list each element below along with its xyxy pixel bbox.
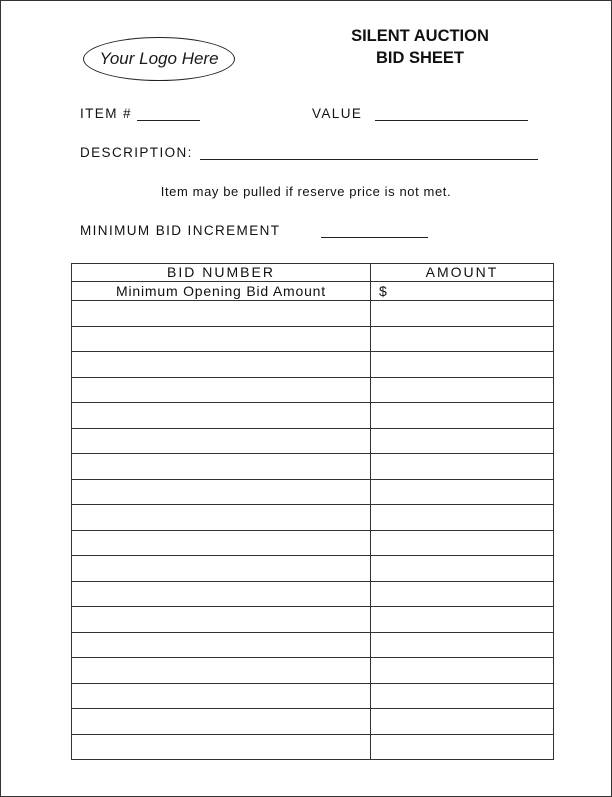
bid-row bbox=[72, 556, 554, 582]
bid-row bbox=[72, 734, 554, 760]
reserve-notice: Item may be pulled if reserve price is not met. bbox=[160, 184, 452, 199]
logo-placeholder bbox=[83, 37, 235, 81]
bid-amount-cell[interactable] bbox=[371, 326, 554, 352]
bid-row bbox=[72, 301, 554, 327]
bid-amount-cell[interactable] bbox=[371, 301, 554, 327]
bid-number-cell[interactable] bbox=[72, 556, 371, 582]
bid-number-cell[interactable] bbox=[72, 683, 371, 709]
bid-number-cell[interactable] bbox=[72, 301, 371, 327]
bid-row bbox=[72, 403, 554, 429]
bid-table-header bbox=[72, 264, 554, 282]
title-line-1: SILENT AUCTION bbox=[351, 27, 489, 45]
bid-number-cell[interactable] bbox=[72, 658, 371, 684]
opening-bid-row bbox=[72, 282, 554, 301]
bid-amount-cell[interactable] bbox=[371, 428, 554, 454]
bid-amount-cell[interactable] bbox=[371, 352, 554, 378]
description-blank[interactable] bbox=[200, 159, 538, 160]
bid-number-cell[interactable] bbox=[72, 403, 371, 429]
bid-amount-cell[interactable] bbox=[371, 734, 554, 760]
bid-amount-cell[interactable] bbox=[371, 709, 554, 735]
bid-amount-cell[interactable] bbox=[371, 479, 554, 505]
bid-row bbox=[72, 658, 554, 684]
logo-text: Your Logo Here bbox=[99, 49, 219, 68]
bid-amount-cell[interactable] bbox=[371, 658, 554, 684]
bid-row bbox=[72, 709, 554, 735]
bid-row bbox=[72, 377, 554, 403]
bid-row bbox=[72, 581, 554, 607]
bid-row bbox=[72, 326, 554, 352]
bid-number-cell[interactable] bbox=[72, 505, 371, 531]
bid-number-cell[interactable] bbox=[72, 581, 371, 607]
bid-amount-cell[interactable] bbox=[371, 530, 554, 556]
bid-number-cell[interactable] bbox=[72, 709, 371, 735]
bid-number-cell[interactable] bbox=[72, 607, 371, 633]
bid-number-cell[interactable] bbox=[72, 428, 371, 454]
bid-amount-cell[interactable] bbox=[371, 632, 554, 658]
bid-number-cell[interactable] bbox=[72, 734, 371, 760]
bid-amount-cell[interactable] bbox=[371, 454, 554, 480]
bid-number-header: BID NUMBER bbox=[72, 264, 371, 282]
bid-row bbox=[72, 530, 554, 556]
title-line-2: BID SHEET bbox=[375, 49, 464, 67]
min-bid-increment-blank[interactable] bbox=[321, 237, 428, 238]
bid-row bbox=[72, 352, 554, 378]
bid-number-cell[interactable] bbox=[72, 632, 371, 658]
bid-number-cell[interactable] bbox=[72, 479, 371, 505]
bid-number-cell[interactable] bbox=[72, 326, 371, 352]
bid-table bbox=[71, 263, 554, 760]
bid-number-cell[interactable] bbox=[72, 352, 371, 378]
bid-row bbox=[72, 428, 554, 454]
value-blank[interactable] bbox=[375, 120, 528, 121]
bid-amount-cell[interactable] bbox=[371, 403, 554, 429]
bid-amount-cell[interactable] bbox=[371, 581, 554, 607]
value-label: VALUE bbox=[312, 106, 363, 121]
bid-row bbox=[72, 607, 554, 633]
bid-amount-cell[interactable] bbox=[371, 505, 554, 531]
opening-bid-amount[interactable]: $ bbox=[371, 282, 554, 301]
sheet-title bbox=[320, 25, 520, 69]
bid-number-cell[interactable] bbox=[72, 454, 371, 480]
amount-header: AMOUNT bbox=[371, 264, 554, 282]
description-label: DESCRIPTION: bbox=[80, 145, 193, 160]
bid-row bbox=[72, 479, 554, 505]
bid-number-cell[interactable] bbox=[72, 530, 371, 556]
bid-row bbox=[72, 683, 554, 709]
bid-amount-cell[interactable] bbox=[371, 607, 554, 633]
bid-row bbox=[72, 632, 554, 658]
bid-amount-cell[interactable] bbox=[371, 377, 554, 403]
bid-number-cell[interactable] bbox=[72, 377, 371, 403]
item-number-label: ITEM # bbox=[80, 106, 132, 121]
min-bid-increment-label: MINIMUM BID INCREMENT bbox=[80, 223, 281, 238]
item-number-blank[interactable] bbox=[137, 120, 200, 121]
bid-row bbox=[72, 505, 554, 531]
bid-row bbox=[72, 454, 554, 480]
bid-amount-cell[interactable] bbox=[371, 556, 554, 582]
bid-amount-cell[interactable] bbox=[371, 683, 554, 709]
opening-bid-label: Minimum Opening Bid Amount bbox=[72, 282, 371, 301]
